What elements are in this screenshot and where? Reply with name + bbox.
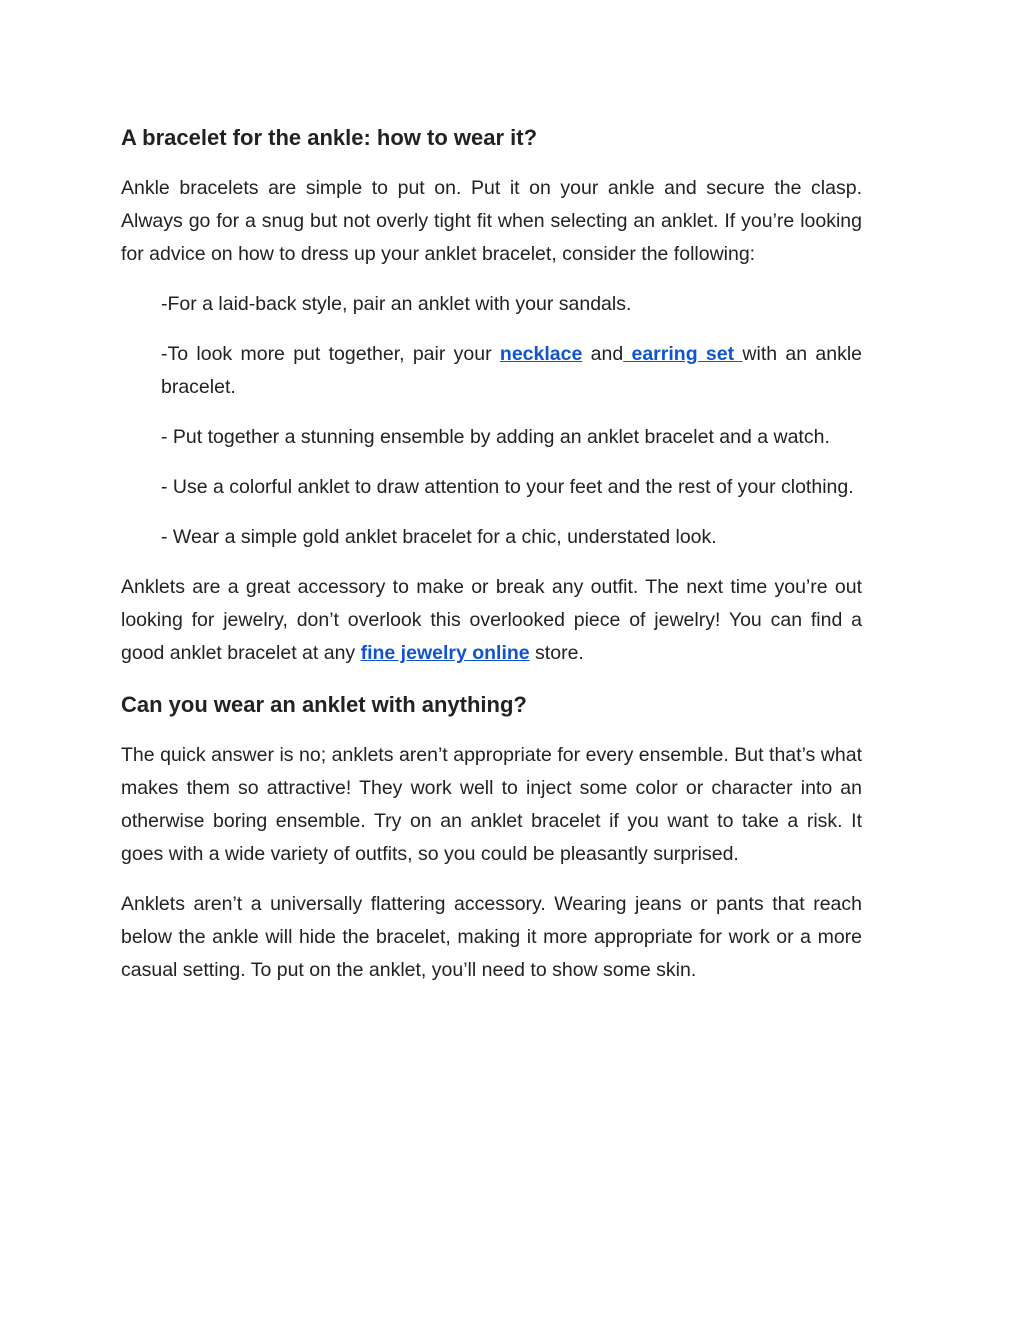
fine-jewelry-online-link[interactable]: fine jewelry online — [360, 642, 530, 664]
flattering-accessory-paragraph: Anklets aren’t a universally flattering accessory. Wearing jeans or pants that reach below the ankle will hide the bracelet, making it more appropriate for work or a more casual setting. To put on the anklet, you’ll need to show some skin. — [121, 893, 862, 981]
section-heading-wear-with-anything: Can you wear an anklet with anything? — [121, 692, 527, 717]
closing-paragraph — [121, 571, 862, 670]
tip-colorful-anklet: - Use a colorful anklet to draw attention to your feet and the rest of your clothing. — [161, 476, 854, 498]
tip-laid-back: -For a laid-back style, pair an anklet with your sandals. — [161, 293, 632, 315]
earring-set-link[interactable]: earring set — [623, 343, 743, 365]
document-page — [121, 118, 862, 987]
quick-answer-paragraph: The quick answer is no; anklets aren’t appropriate for every ensemble. But that’s what makes them so attractive! They work well to inject some color or character into an otherwise boring ensemble. Try on an anklet bracelet if you want to take a risk. It goes with a wide variety of outfits, so you could be pleasantly surprised. — [121, 744, 862, 865]
tip-ensemble-watch: - Put together a stunning ensemble by adding an anklet bracelet and a watch. — [161, 426, 830, 448]
closing-text-start: Anklets are a great accessory to make or break any outfit. The next time you’re out looking for jewelry, don’t overlook this overlooked piece of jewelry! You can find a good anklet bracelet at any — [121, 576, 862, 664]
necklace-link[interactable]: necklace — [499, 343, 583, 365]
intro-paragraph: Ankle bracelets are simple to put on. Put it on your ankle and secure the clasp. Always go for a snug but not overly tight fit when selecting an anklet. If you’re looking for advice on how to dress up your anklet bracelet, consider the following: — [121, 177, 862, 265]
tip-put-together-text-middle: and — [582, 343, 624, 365]
section-heading-how-to-wear: A bracelet for the ankle: how to wear it? — [121, 125, 538, 150]
closing-text-end: store. — [529, 642, 584, 664]
tip-gold-anklet: - Wear a simple gold anklet bracelet for a chic, understated look. — [161, 526, 717, 548]
tip-put-together — [161, 338, 862, 404]
tip-put-together-text-start: -To look more put together, pair your — [161, 343, 500, 365]
tip-put-together-text-end: with an ankle bracelet. — [161, 343, 863, 398]
